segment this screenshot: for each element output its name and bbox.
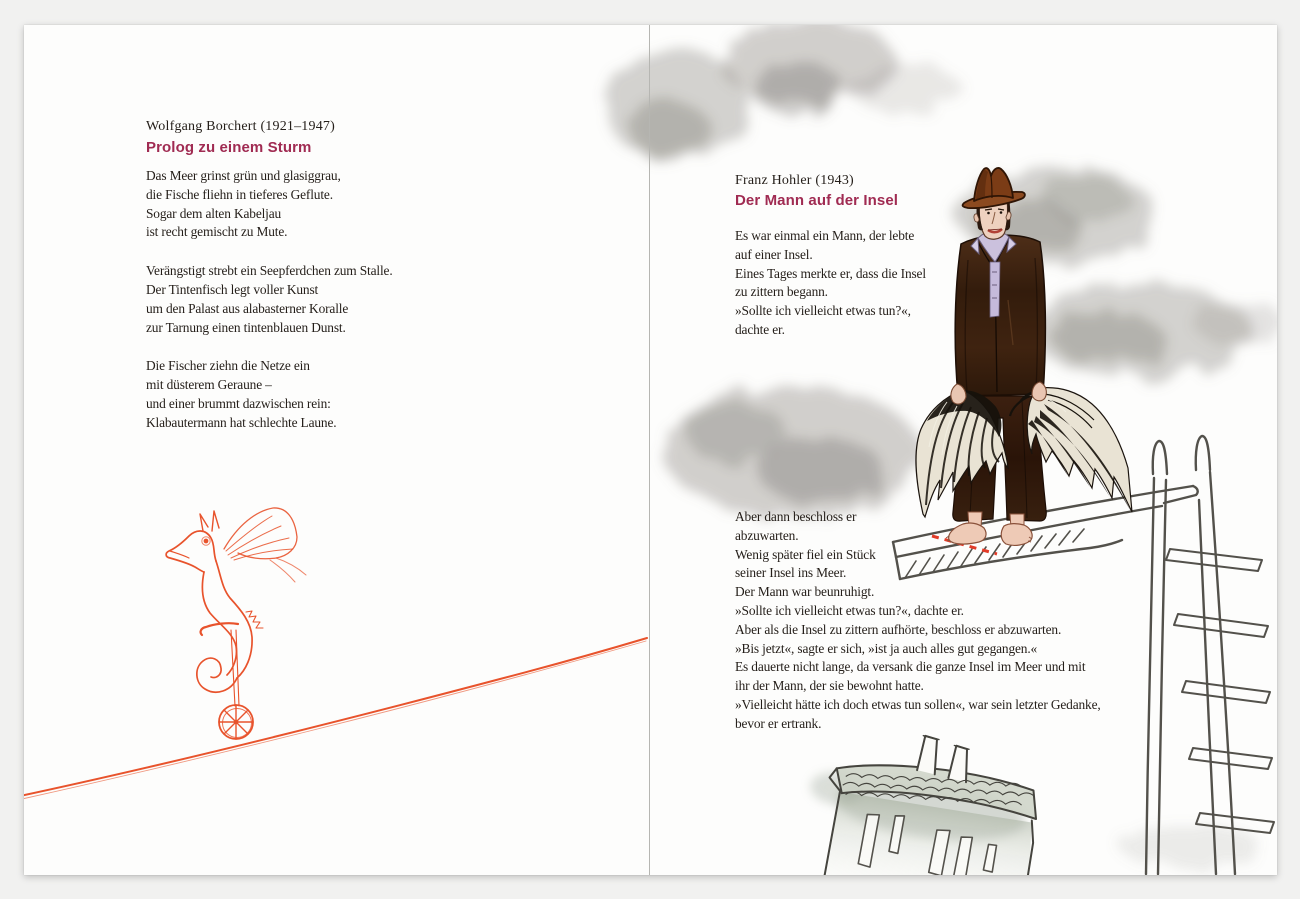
text-line: Wenig später fiel ein Stück <box>735 546 876 562</box>
left-page-author: Wolfgang Borchert (1921–1947) <box>146 119 335 134</box>
seahorse-illustration <box>24 508 647 799</box>
right-page-title: Der Mann auf der Insel <box>735 192 899 209</box>
text-line: dachte er. <box>735 321 785 337</box>
left-page-poem <box>146 167 393 453</box>
text-line: auf einer Insel. <box>735 246 813 262</box>
text-line: Die Fischer ziehn die Netze ein <box>146 358 310 374</box>
text-line: Eines Tages merkte er, dass die Insel <box>735 265 926 281</box>
text-line: seiner Insel ins Meer. <box>735 565 847 581</box>
text-line: mit düsterem Geraune – <box>146 377 272 393</box>
text-line: Es dauerte nicht lange, da versank die ganze Insel im Meer und mit <box>735 659 1086 675</box>
text-line: Verängstigt strebt ein Seepferdchen zum Stalle. <box>146 263 393 279</box>
text-line: Der Mann war beunruhigt. <box>735 584 875 600</box>
seahorse-fin <box>224 508 297 559</box>
text-line: ist recht gemischt zu Mute. <box>146 224 288 240</box>
text-line: ihr der Mann, der sie bewohnt hatte. <box>735 678 924 694</box>
text-line: Das Meer grinst grün und glasiggrau, <box>146 168 341 183</box>
text-line: »Vielleicht hätte ich doch etwas tun sollen«, war sein letzter Gedanke, <box>735 696 1101 712</box>
man-jacket <box>955 235 1045 396</box>
text-line: »Sollte ich vielleicht etwas tun?«, dachte er. <box>735 602 964 618</box>
poem-stanza <box>146 262 393 337</box>
page-gutter <box>649 25 650 875</box>
text-line: Aber als die Insel zu zittern aufhörte, beschloss er abzuwarten. <box>735 621 1062 637</box>
seahorse-body <box>216 561 252 678</box>
ground-line <box>24 638 647 796</box>
text-line: die Fische fliehn in tieferes Geflute. <box>146 186 333 202</box>
right-page-paragraph-1 <box>735 227 926 340</box>
poem-stanza <box>146 357 393 432</box>
text-line: zu zittern begann. <box>735 284 828 300</box>
right-page-paragraph-2 <box>735 508 1101 734</box>
text-line: »Sollte ich vielleicht etwas tun?«, <box>735 303 911 319</box>
text-line: Aber dann beschloss er <box>735 509 857 524</box>
text-line: um den Palast aus alabasterner Koralle <box>146 300 349 316</box>
right-page-author: Franz Hohler (1943) <box>735 173 854 188</box>
seahorse-tail <box>197 658 237 692</box>
text-line: »Bis jetzt«, sagte er sich, »ist ja auch alles gut gegangen.« <box>735 640 1038 656</box>
text-line: und einer brummt dazwischen rein: <box>146 395 331 411</box>
text-line: Es war einmal ein Mann, der lebte <box>735 228 915 243</box>
text-line: zur Tarnung einen tintenblauen Dunst. <box>146 319 346 335</box>
poem-stanza <box>146 167 393 242</box>
ladder-illustration <box>1146 436 1274 874</box>
text-line: Der Tintenfisch legt voller Kunst <box>146 281 319 297</box>
text-line: Klabautermann hat schlechte Laune. <box>146 414 337 430</box>
sinking-house-illustration <box>800 723 1047 875</box>
text-line: bevor er ertrank. <box>735 715 822 731</box>
text-line: abzuwarten. <box>735 527 799 543</box>
left-page-title: Prolog zu einem Sturm <box>146 139 312 156</box>
text-line: Sogar dem alten Kabeljau <box>146 205 282 221</box>
